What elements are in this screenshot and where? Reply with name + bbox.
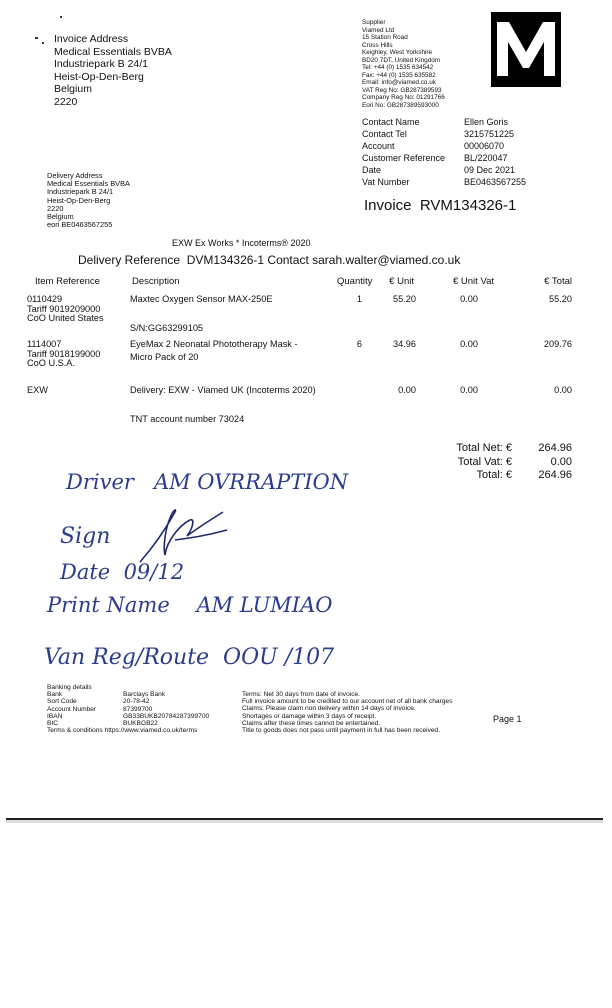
terms-line: Terms: Net 30 days from date of invoice. bbox=[242, 691, 361, 698]
contact-value: BL/220047 bbox=[464, 153, 508, 163]
tnt-note: TNT account number 73024 bbox=[130, 414, 245, 424]
supplier-line: Email: info@viamed.co.uk bbox=[362, 79, 436, 86]
delivery-line: Belgium bbox=[47, 212, 74, 222]
ref-line: Tariff 9018199000 bbox=[27, 348, 101, 359]
total-value: 264.96 bbox=[538, 469, 572, 481]
item-desc: Delivery: EXW - Viamed UK (Incoterms 2020) bbox=[130, 385, 316, 395]
contact-row bbox=[362, 164, 526, 176]
scan-mark bbox=[35, 37, 38, 39]
item-ref: EXW bbox=[27, 385, 48, 395]
total-row bbox=[440, 456, 572, 470]
total-label: Total: € bbox=[476, 469, 512, 481]
handwritten-driver: Driver AM OVRRAPTION bbox=[66, 470, 349, 494]
invoice-address-label: Invoice Address bbox=[54, 33, 129, 45]
total-value: 0.00 bbox=[550, 455, 572, 468]
table-header bbox=[0, 276, 612, 290]
delivery-line: Industriepark B 24/1 bbox=[47, 187, 114, 197]
contact-label: Date bbox=[362, 165, 382, 175]
item-qty: 1 bbox=[356, 294, 362, 304]
table-row bbox=[0, 295, 612, 345]
col-header-unit: € Unit bbox=[389, 276, 414, 287]
bank-value: Barclays Bank bbox=[123, 691, 166, 699]
terms-line: Claims after these times cannot be entertained. bbox=[242, 719, 381, 727]
totals bbox=[440, 442, 572, 483]
contact-table bbox=[362, 116, 526, 188]
delivery-line: 2220 bbox=[47, 203, 64, 213]
contact-label: Account bbox=[362, 141, 395, 151]
item-ref bbox=[27, 295, 104, 324]
supplier-line: Tel: +44 (0) 1535 634542 bbox=[362, 64, 434, 71]
contact-value: Ellen Goris bbox=[464, 117, 509, 127]
delivery-line: eori BE0463567255 bbox=[47, 220, 113, 230]
item-unit: 55.20 bbox=[393, 294, 416, 304]
bank-value: 87399700 bbox=[123, 705, 153, 713]
address-line: Belgium bbox=[54, 83, 92, 95]
delivery-line: Heist-Op-Den-Berg bbox=[47, 195, 111, 205]
address-line: Medical Essentials BVBA bbox=[54, 45, 172, 58]
col-header-total: € Total bbox=[544, 276, 572, 287]
terms-line: Shortages or damage within 3 days of receipt. bbox=[242, 712, 377, 720]
contact-row bbox=[362, 140, 526, 152]
item-desc bbox=[130, 340, 298, 362]
bank-value: 20-78-42 bbox=[123, 698, 150, 706]
total-label: Total Vat: € bbox=[457, 455, 512, 468]
col-header-desc: Description bbox=[132, 276, 180, 287]
contact-label: Customer Reference bbox=[362, 153, 446, 163]
contact-row bbox=[362, 116, 526, 128]
bank-key: Bank bbox=[47, 691, 63, 699]
item-vat: 0.00 bbox=[460, 385, 478, 395]
invoice-title: Invoice RVM134326-1 bbox=[364, 197, 517, 214]
total-row bbox=[440, 442, 572, 456]
address-line: 2220 bbox=[54, 95, 78, 108]
ref-line: Tariff 9019209000 bbox=[27, 303, 101, 314]
table-row bbox=[0, 340, 612, 374]
bank-key: Account Number bbox=[47, 705, 97, 713]
page-number: Page 1 bbox=[493, 714, 522, 724]
supplier-line: Keighley, West Yorkshire bbox=[362, 49, 433, 56]
bank-row bbox=[47, 691, 209, 698]
contact-row bbox=[362, 176, 526, 188]
m-logo-icon bbox=[491, 12, 561, 87]
viamed-logo bbox=[491, 12, 561, 87]
bank-label: Banking details bbox=[47, 684, 92, 691]
supplier-line: Cross Hills bbox=[362, 41, 393, 49]
ref-line: CoO U.S.A. bbox=[27, 358, 75, 369]
address-line: Heist-Op-Den-Berg bbox=[54, 70, 144, 83]
bank-details bbox=[47, 684, 209, 734]
incoterms-line: EXW Ex Works * Incoterms® 2020 bbox=[172, 238, 311, 248]
table-row bbox=[0, 385, 612, 399]
supplier-line: 15 Station Road bbox=[362, 34, 408, 41]
handwritten-sign-label: Sign bbox=[60, 524, 111, 549]
total-value: 264.96 bbox=[538, 442, 572, 454]
invoice-address bbox=[54, 33, 172, 108]
supplier-line: Eori No: GB287389593000 bbox=[362, 101, 439, 109]
contact-label: Contact Tel bbox=[362, 129, 407, 139]
bank-key: Sort Code bbox=[47, 698, 77, 706]
item-unit: 0.00 bbox=[398, 385, 416, 395]
bank-key: IBAN bbox=[47, 712, 63, 720]
supplier-line: VAT Reg No: GB287389593 bbox=[362, 86, 442, 94]
address-line: Industriepark B 24/1 bbox=[54, 58, 148, 70]
contact-value: 3215751225 bbox=[464, 129, 515, 139]
col-header-ref: Item Reference bbox=[35, 276, 100, 287]
supplier-line: Company Reg No: 01291766 bbox=[362, 94, 445, 101]
terms-line: Title to goods does not pass until payment in full has been received. bbox=[242, 727, 441, 735]
item-vat: 0.00 bbox=[460, 339, 478, 349]
item-unit: 34.96 bbox=[393, 339, 416, 349]
bank-row bbox=[47, 698, 209, 705]
bank-value: GB33BUKB20784287399700 bbox=[123, 712, 210, 720]
contact-label: Vat Number bbox=[362, 177, 410, 187]
handwritten-print-name: Print Name AM LUMIAO bbox=[47, 593, 333, 617]
terms-block bbox=[242, 691, 452, 734]
item-total: 55.20 bbox=[549, 294, 572, 304]
contact-row bbox=[362, 152, 526, 164]
terms-line: Claims: Please claim non delivery within 14 days of invoice. bbox=[242, 705, 416, 713]
bank-row bbox=[47, 706, 209, 713]
supplier-line: Fax: +44 (0) 1535 635582 bbox=[362, 71, 436, 79]
bank-row bbox=[47, 713, 209, 720]
bank-key: BIC bbox=[47, 720, 58, 728]
scan-mark bbox=[60, 16, 62, 18]
col-header-vat: € Unit Vat bbox=[452, 276, 494, 287]
total-label: Total Net: € bbox=[456, 442, 512, 454]
item-qty: 6 bbox=[356, 339, 362, 349]
item-total: 209.76 bbox=[543, 339, 572, 349]
delivery-line: Delivery Address bbox=[47, 171, 103, 180]
delivery-reference: Delivery Reference DVM134326-1 Contact sarah.walter@viamed.co.uk bbox=[78, 253, 461, 267]
supplier-line: Viamed Ltd bbox=[362, 26, 395, 34]
contact-label: Contact Name bbox=[362, 117, 420, 127]
page-edge-shadow bbox=[6, 820, 603, 823]
handwritten-date: Date 09/12 bbox=[60, 560, 185, 584]
contact-row bbox=[362, 128, 526, 140]
handwritten-van-route: Van Reg/Route OOU /107 bbox=[44, 645, 335, 670]
bank-value: BUKBGB22 bbox=[123, 720, 158, 728]
terms-line: Full invoice amount to be credited to our account net of all bank charges bbox=[242, 698, 453, 706]
supplier-block bbox=[362, 19, 445, 109]
desc-line: Micro Pack of 20 bbox=[130, 351, 199, 362]
col-header-qty: Quantity bbox=[337, 276, 373, 287]
contact-value: BE0463567255 bbox=[464, 177, 527, 187]
item-serial: S/N:GG63299105 bbox=[130, 323, 204, 333]
supplier-line: Supplier bbox=[362, 19, 386, 26]
delivery-address bbox=[47, 172, 130, 229]
total-row bbox=[440, 469, 572, 483]
desc-line: EyeMax 2 Neonatal Phototherapy Mask - bbox=[130, 339, 298, 349]
ref-line: CoO United States bbox=[27, 313, 104, 324]
contact-value: 09 Dec 2021 bbox=[464, 165, 516, 175]
item-vat: 0.00 bbox=[460, 294, 478, 304]
supplier-line: BD20 7DT, United Kingdom bbox=[362, 56, 441, 64]
delivery-line: Medical Essentials BVBA bbox=[47, 179, 130, 189]
terms-link[interactable]: Terms & conditions https://www.viamed.co.uk/terms bbox=[47, 727, 198, 735]
scan-mark bbox=[42, 42, 44, 44]
item-desc: Maxtec Oxygen Sensor MAX-250E bbox=[130, 294, 273, 304]
ref-line: 1114007 bbox=[27, 339, 62, 349]
ref-line: 0110429 bbox=[27, 294, 63, 304]
item-ref bbox=[27, 340, 100, 369]
bank-row bbox=[47, 720, 209, 727]
item-total: 0.00 bbox=[554, 385, 572, 395]
contact-value: 00006070 bbox=[464, 141, 505, 151]
